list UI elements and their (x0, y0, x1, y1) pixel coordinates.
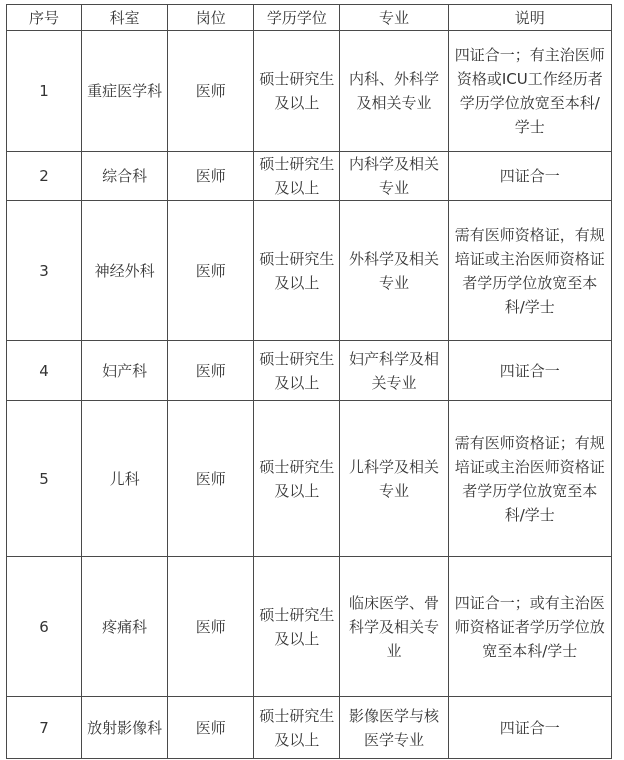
cell-index: 1 (7, 31, 82, 152)
header-education: 学历学位 (254, 5, 340, 31)
cell-description: 四证合一；或有主治医师资格证者学历学位放宽至本科/学士 (448, 557, 611, 697)
table-row (7, 341, 612, 401)
cell-position: 医师 (168, 341, 254, 401)
cell-education: 硕士研究生及以上 (254, 697, 340, 759)
cell-description: 四证合一 (448, 341, 611, 401)
cell-description: 四证合一 (448, 697, 611, 759)
cell-department: 疼痛科 (82, 557, 168, 697)
cell-department: 神经外科 (82, 201, 168, 341)
cell-education: 硕士研究生及以上 (254, 201, 340, 341)
cell-department: 综合科 (82, 152, 168, 201)
header-major: 专业 (340, 5, 448, 31)
cell-education: 硕士研究生及以上 (254, 557, 340, 697)
header-department: 科室 (82, 5, 168, 31)
cell-department: 重症医学科 (82, 31, 168, 152)
cell-index: 7 (7, 697, 82, 759)
cell-major: 儿科学及相关专业 (340, 401, 448, 557)
header-index: 序号 (7, 5, 82, 31)
cell-position: 医师 (168, 31, 254, 152)
cell-department: 儿科 (82, 401, 168, 557)
cell-education: 硕士研究生及以上 (254, 401, 340, 557)
cell-major: 妇产科学及相关专业 (340, 341, 448, 401)
cell-description: 需有医师资格证；有规培证或主治医师资格证者学历学位放宽至本科/学士 (448, 401, 611, 557)
cell-major: 影像医学与核医学专业 (340, 697, 448, 759)
table-row (7, 201, 612, 341)
cell-index: 3 (7, 201, 82, 341)
table-header-row (7, 5, 612, 31)
cell-position: 医师 (168, 557, 254, 697)
table-row (7, 152, 612, 201)
cell-position: 医师 (168, 697, 254, 759)
cell-index: 2 (7, 152, 82, 201)
cell-description: 四证合一；有主治医师资格或ICU工作经历者学历学位放宽至本科/学士 (448, 31, 611, 152)
cell-position: 医师 (168, 152, 254, 201)
cell-description: 四证合一 (448, 152, 611, 201)
cell-education: 硕士研究生及以上 (254, 341, 340, 401)
table-row (7, 31, 612, 152)
header-description: 说明 (448, 5, 611, 31)
cell-major: 内科学及相关专业 (340, 152, 448, 201)
cell-major: 外科学及相关专业 (340, 201, 448, 341)
cell-index: 6 (7, 557, 82, 697)
recruitment-table (6, 4, 612, 759)
cell-education: 硕士研究生及以上 (254, 31, 340, 152)
table-row (7, 697, 612, 759)
cell-position: 医师 (168, 401, 254, 557)
cell-index: 5 (7, 401, 82, 557)
table-row (7, 557, 612, 697)
header-position: 岗位 (168, 5, 254, 31)
cell-education: 硕士研究生及以上 (254, 152, 340, 201)
cell-description: 需有医师资格证，有规培证或主治医师资格证者学历学位放宽至本科/学士 (448, 201, 611, 341)
cell-position: 医师 (168, 201, 254, 341)
cell-department: 妇产科 (82, 341, 168, 401)
cell-major: 内科、外科学及相关专业 (340, 31, 448, 152)
cell-department: 放射影像科 (82, 697, 168, 759)
table-row (7, 401, 612, 557)
cell-major: 临床医学、骨科学及相关专业 (340, 557, 448, 697)
cell-index: 4 (7, 341, 82, 401)
